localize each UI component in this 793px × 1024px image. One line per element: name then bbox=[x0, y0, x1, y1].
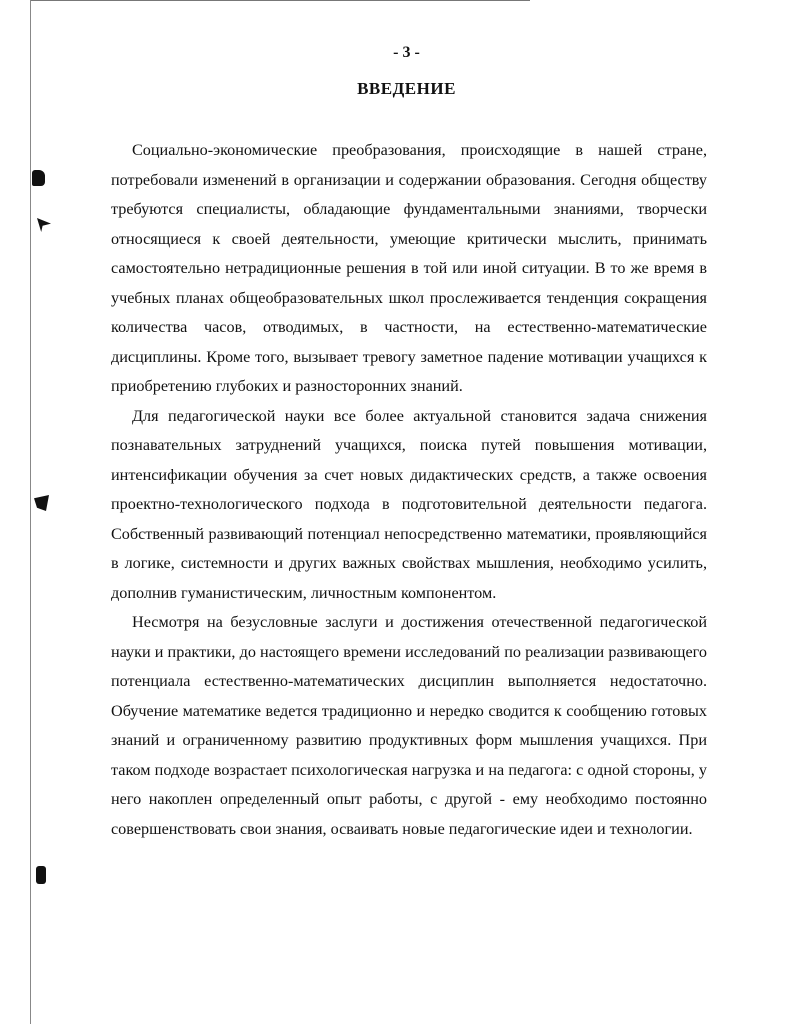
scan-artifact-mark bbox=[34, 495, 49, 511]
scan-artifact-mark bbox=[36, 866, 46, 884]
scan-artifact-mark bbox=[32, 170, 45, 186]
page-number: - 3 - bbox=[393, 44, 420, 61]
paragraph: Социально-экономические преобразования, происходящие в нашей стране, потребовали изменений в организации и содержании образования. Сегодня обществу требуются специалисты, обладающие фундаментальными знаниями, творчески относящиеся к своей деятельности, умеющие критически мыслить, принимать самостоятельно нетрадиционные решения в той или иной ситуации. В то же время в учебных планах общеобразовательных школ прослеживается тенденция сокращения количества часов, отводимых, в частности, на естественно-математические дисциплины. Кроме того, вызывает тревогу заметное падение мотивации учащихся к приобретению глубоких и разносторонних знаний. bbox=[111, 141, 707, 395]
paragraph: Для педагогической науки все более актуальной становится задача снижения познавательных затруднений учащихся, поиска путей повышения мотивации, интенсификации обучения за счет новых дидактических средств, а также освоения проектно-технологического подхода в подготовительной деятельности педагога. Собственный развивающий потенциал непосредственно математики, проявляющийся в логике, системности и других важных свойствах мышления, необходимо усилить, дополнив гуманистическим, личностным компонентом. bbox=[111, 406, 707, 602]
scan-border-top bbox=[30, 0, 530, 1]
document-body bbox=[111, 136, 707, 844]
scan-border-left bbox=[30, 0, 31, 1024]
scan-artifact-mark bbox=[37, 218, 51, 232]
page-title: ВВЕДЕНИЕ bbox=[357, 79, 456, 98]
paragraph: Несмотря на безусловные заслуги и достижения отечественной педагогической науки и практики, до настоящего времени исследований по реализации развивающего потенциала естественно-математических дисциплин выполняется недостаточно. Обучение математике ведется традиционно и нередко сводится к сообщению готовых знаний и ограниченному развитию продуктивных форм мышления учащихся. При таком подходе возрастает психологическая нагрузка и на педагога: с одной стороны, у него накоплен определенный опыт работы, с другой - ему необходимо постоянно совершенствовать свои знания, осваивать новые педагогические идеи и технологии. bbox=[111, 613, 707, 838]
